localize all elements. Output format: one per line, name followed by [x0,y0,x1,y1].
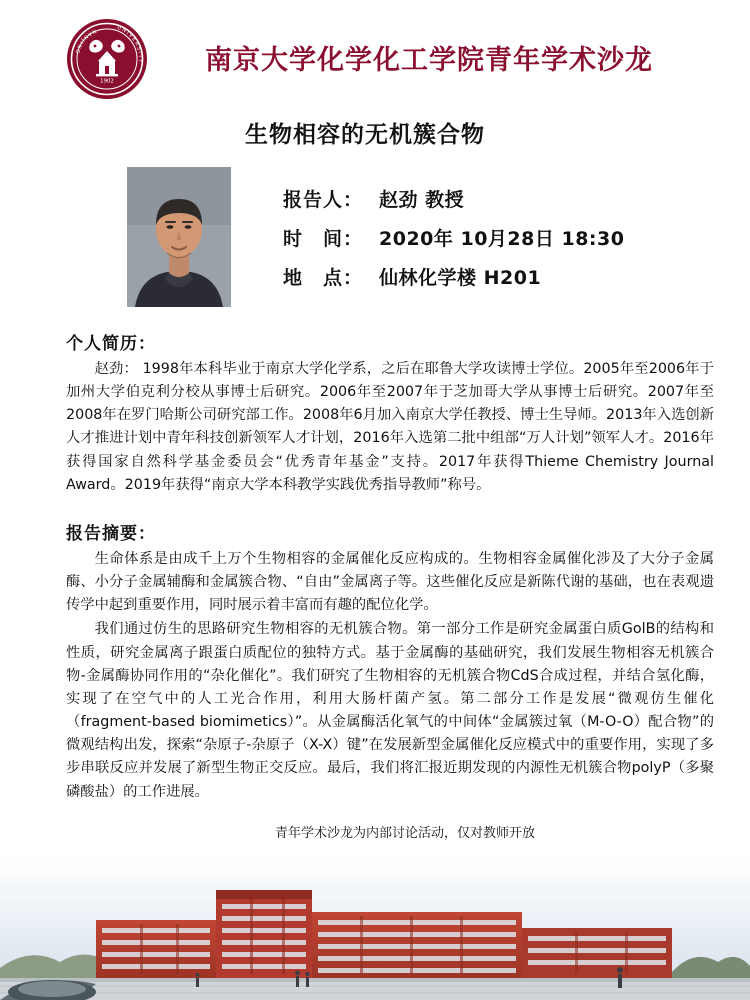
abstract-heading: 报告摘要： [66,523,156,544]
poster-header [0,0,750,100]
meta-time [283,224,624,251]
nanjing-university-crest-icon [66,18,148,100]
meta-place-label: 地 点： [283,267,364,289]
abstract-section [0,519,750,804]
notice-text: 青年学术沙龙为内部讨论活动，仅对教师开放 [274,825,535,841]
organization-title [148,14,750,77]
page-title: 生物相容的无机簇合物 [245,122,485,148]
meta-speaker-value: 赵劲 教授 [379,189,465,211]
meta-place-value: 仙林化学楼 H201 [379,267,542,289]
meta-place [283,263,624,290]
abstract-paragraph-1: 生命体系是由成千上万个生物相容的金属催化反应构成的。生物相容金属催化涉及了大分子金属酶、小分子金属辅酶和金属簇合物、“自由”金属离子等。这些催化反应是新陈代谢的基础，也在表观遗传学中起到重要作用，同时展示着丰富而有趣的配位化学。 [66,550,714,614]
meta-speaker-label: 报告人： [283,189,364,211]
speaker-portrait [127,167,231,307]
talk-meta [283,167,624,307]
bio-section [0,329,750,497]
organization-title-text: 南京大学化学化工学院青年学术沙龙 [205,45,653,76]
svg-text:NANJING: NANJING [73,27,97,56]
svg-text:UNIVERSITY: UNIVERSITY [116,24,144,64]
svg-text:1902: 1902 [100,78,114,85]
campus-building-photo [0,850,750,1000]
abstract-paragraph-2: 我们通过仿生的思路研究生物相容的无机簇合物。第一部分工作是研究金属蛋白质GolB的结构和性质，研究金属离子跟蛋白质配位的独特方式。基于金属酶的基础研究，我们发展生物相容无机簇合物-金属酶协同作用的“杂化催化”。我们研究了生物相容的无机簇合物CdS合成过程，并结合氢化酶，实现了在空气中的人工光合作用，利用大肠杆菌产氢。第二部分工作是发展“微观仿生催化（fragment-based biomimetics）”。从金属酶活化氧气的中间体“金属簇过氧（M-O-O）配合物”的微观结构出发，探索“杂原子-杂原子（X-X）键”在发展新型金属催化反应模式中的重要作用，实现了多步串联反应并发展了新型生物正交反应。最后，我们将汇报近期发现的内源性无机簇合物polyP（多聚磷酸盐）的工作进展。 [66,621,714,800]
speaker-section [0,167,750,307]
bio-text: 赵劲： 1998年本科毕业于南京大学化学系，之后在耶鲁大学攻读博士学位。2005年至2006年于加州大学伯克利分校从事博士后研究。2006年至2007年于芝加哥大学从事博士后研究。2007年至2008年在罗门哈斯公司研究部工作。2008年6月加入南京大学任教授、博士生导师。2013年入选创新人才推进计划中青年科技创新领军人才计划，2016年入选第二批中组部“万人计划”领军人才。2016年获得国家自然科学基金委员会“优秀青年基金”支持。2017年获得Thieme Chemistry Journal Award。2019年获得“南京大学本科教学实践优秀指导教师”称号。 [66,361,714,493]
meta-time-label: 时 间： [283,228,364,250]
meta-speaker [283,185,624,212]
bio-heading: 个人简历： [66,334,156,354]
meta-time-value: 2020年 10月28日 18:30 [379,228,625,250]
